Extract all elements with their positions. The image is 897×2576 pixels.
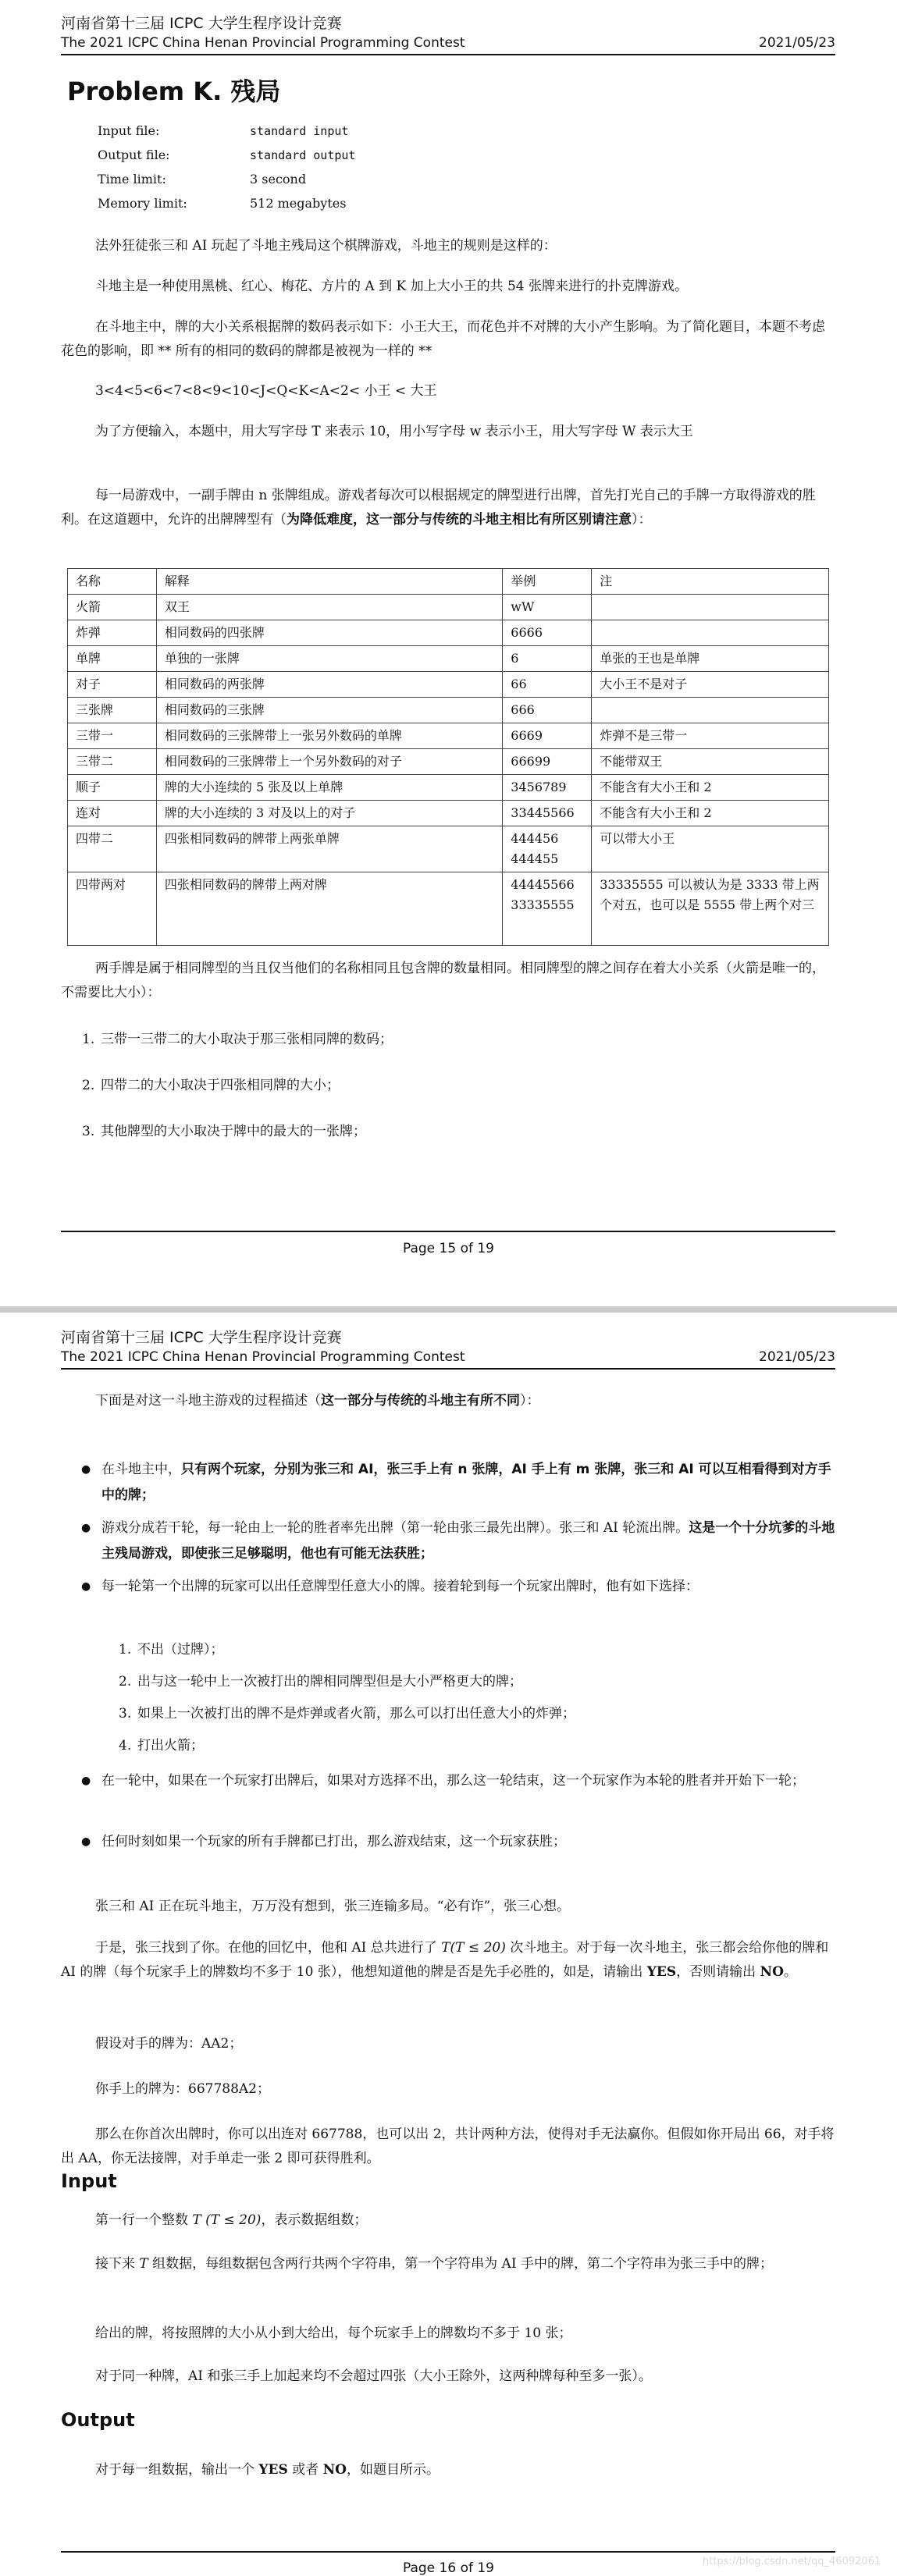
cell-desc: 四张相同数码的牌带上两张单牌 xyxy=(156,826,502,872)
list-num: 3. xyxy=(82,1124,95,1139)
cell-note xyxy=(592,698,829,723)
header-line xyxy=(61,1349,835,1365)
output-p xyxy=(61,2458,835,2482)
table-header-row xyxy=(68,569,829,595)
cell-example: 3456789 xyxy=(503,775,592,801)
contest-title-cn: 河南省第十三届 ICPC 大学生程序设计竞赛 xyxy=(61,15,342,32)
statement-p4: 为了方便输入，本题中，用大写字母 T 来表示 10，用小写字母 w 表示小王，用大写字母 W 表示大王 xyxy=(95,424,693,439)
problem-title: Problem K. 残局 xyxy=(67,76,281,106)
table-header: 注 xyxy=(592,569,829,595)
example-line: 33335555 xyxy=(511,897,575,912)
cell-note: 可以带大小王 xyxy=(592,826,829,872)
statement-p1: 法外狂徒张三和 AI 玩起了斗地主残局这个棋牌游戏，斗地主的规则是这样的： xyxy=(95,238,557,254)
cell-desc: 牌的大小连续的 5 张及以上单牌 xyxy=(156,775,502,801)
contest-date: 2021/05/23 xyxy=(759,35,835,51)
math-constraint: T(T ≤ 20) xyxy=(441,1940,506,1956)
bullet-bold: 只有两个玩家，分别为张三和 AI，张三手上有 n 张牌，AI 手上有 m 张牌，张三和 AI 可以互相看得到对方手中的牌； xyxy=(101,1462,831,1503)
header-rule xyxy=(61,54,835,55)
input-text: ，表示数据组数； xyxy=(261,2212,368,2228)
cell-name: 单牌 xyxy=(68,646,157,672)
contest-title-en: The 2021 ICPC China Henan Provincial Programming Contest xyxy=(61,35,465,51)
list-num: 1. xyxy=(119,1642,132,1658)
story-text: 。 xyxy=(783,1964,797,1980)
cell-desc: 相同数码的三张牌带上一个另外数码的对子 xyxy=(156,749,502,775)
example-line: 444455 xyxy=(511,851,559,866)
math-constraint: T (T ≤ 20) xyxy=(192,2212,262,2228)
cell-note: 33335555 可以被认为是 3333 带上两个对五，也可以是 5555 带上两个对三 xyxy=(592,872,829,946)
cell-name: 三带一 xyxy=(68,723,157,749)
cell-name: 对子 xyxy=(68,672,157,698)
process-intro xyxy=(61,1389,835,1413)
rule-bullet xyxy=(81,1457,835,1508)
cell-name: 炸弹 xyxy=(68,620,157,646)
table-row xyxy=(68,672,829,698)
bullet-text xyxy=(101,1515,835,1567)
table-row xyxy=(68,872,829,946)
table-row xyxy=(68,801,829,826)
table-header: 名称 xyxy=(68,569,157,595)
info-memory-limit xyxy=(98,196,346,211)
story-text: 于是，张三找到了你。在他的回忆中，他和 AI 总共进行了 xyxy=(95,1940,442,1956)
list-num: 2. xyxy=(82,1078,95,1093)
cell-name: 三带二 xyxy=(68,749,157,775)
cell-note: 不能含有大小王和 2 xyxy=(592,801,829,826)
page-number: Page 16 of 19 xyxy=(402,2560,495,2576)
page-separator xyxy=(0,1306,897,1313)
cell-desc: 四张相同数码的牌带上两对牌 xyxy=(156,872,502,946)
info-input-file xyxy=(98,123,348,139)
cell-note xyxy=(592,620,829,646)
output-heading: Output xyxy=(61,2409,135,2431)
yes-keyword: YES xyxy=(258,2462,288,2478)
card-types-table xyxy=(67,568,829,946)
option-item xyxy=(119,1704,575,1723)
rule-bullet xyxy=(81,1515,835,1567)
cell-example: 6666 xyxy=(503,620,592,646)
no-keyword: NO xyxy=(322,2462,347,2478)
info-label: Input file: xyxy=(98,123,160,138)
cell-note: 不能带双王 xyxy=(592,749,829,775)
bullet-icon: ● xyxy=(81,1580,91,1593)
footer-rule xyxy=(61,2551,835,2553)
output-text: 或者 xyxy=(287,2462,323,2478)
cell-example: 33445566 xyxy=(503,801,592,826)
bullet-icon: ● xyxy=(81,1463,91,1476)
compare-rule-item xyxy=(82,1122,366,1141)
header-line xyxy=(61,35,835,51)
info-output-file xyxy=(98,147,355,163)
table-row xyxy=(68,826,829,872)
bullet-icon: ● xyxy=(81,1522,91,1534)
rule-bullet xyxy=(81,1829,835,1855)
no-keyword: NO xyxy=(760,1964,784,1980)
output-text: ，如题目所示。 xyxy=(346,2462,440,2478)
header-rule xyxy=(61,1368,835,1370)
table-row xyxy=(68,646,829,672)
cell-name: 四带两对 xyxy=(68,872,157,946)
example-opponent: 假设对手的牌为：AA2； xyxy=(95,2036,243,2052)
cell-example: 66699 xyxy=(503,749,592,775)
bullet-text: 在一轮中，如果在一个玩家打出牌后，如果对方选择不出，那么这一轮结束，这一个玩家作为本轮的胜者并开始下一轮； xyxy=(101,1773,805,1789)
statement-p3: 在斗地主中，牌的大小关系根据牌的数码表示如下：小王大王，而花色并不对牌的大小产生影响。为了简化题目，本题不考虑花色的影响，即 ** 所有的相同的数码的牌都是被视为一样的 ** xyxy=(61,319,825,359)
option-item xyxy=(119,1640,224,1659)
input-p4: 对于同一种牌，AI 和张三手上加起来均不会超过四张（大小王除外，这两种牌每种至多一张）。 xyxy=(95,2368,652,2384)
example-line: 44445566 xyxy=(511,877,575,892)
statement-p2: 斗地主是一种使用黑桃、红心、梅花、方片的 A 到 K 加上大小王的共 54 张牌来进行的扑克牌游戏。 xyxy=(95,279,689,294)
list-num: 4. xyxy=(119,1738,132,1753)
bullet-normal: 游戏分成若干轮，每一轮由上一轮的胜者率先出牌（第一轮由张三最先出牌）。张三和 AI 轮流出牌。 xyxy=(101,1520,689,1536)
math-var: T xyxy=(139,2256,148,2272)
story-text: 次斗地主。对于每一次斗地主，张三都会给你他的牌和 AI 的牌（每个玩家手上的牌数均不多于 10 张），他想知道他的牌是否是先手必胜的，如是，请输出 xyxy=(61,1940,829,1980)
input-text: 接下来 xyxy=(95,2256,140,2272)
cell-desc: 单独的一张牌 xyxy=(156,646,502,672)
cell-name: 连对 xyxy=(68,801,157,826)
table-row xyxy=(68,595,829,620)
intro-end: ）： xyxy=(520,1393,540,1409)
info-value: standard output xyxy=(250,148,356,162)
input-p3: 给出的牌，将按照牌的大小从小到大给出，每个玩家手上的牌数均不多于 10 张； xyxy=(95,2326,572,2341)
list-text: 三带一三带二的大小取决于那三张相同牌的数码； xyxy=(101,1032,393,1047)
cell-example: 66 xyxy=(503,672,592,698)
cell-example xyxy=(503,826,592,872)
input-p1 xyxy=(61,2208,835,2233)
list-num: 1. xyxy=(82,1032,95,1047)
compare-rule-item xyxy=(82,1030,393,1049)
story-p2 xyxy=(61,1936,835,1984)
intro-text: 下面是对这一斗地主游戏的过程描述（ xyxy=(95,1393,321,1409)
bullet-icon: ● xyxy=(81,1775,91,1787)
info-value: standard input xyxy=(250,124,349,138)
cell-example xyxy=(503,872,592,946)
cell-note: 不能含有大小王和 2 xyxy=(592,775,829,801)
contest-title-cn: 河南省第十三届 ICPC 大学生程序设计竞赛 xyxy=(61,1329,342,1346)
cell-desc: 相同数码的三张牌 xyxy=(156,698,502,723)
list-num: 3. xyxy=(119,1706,132,1721)
cell-desc: 相同数码的四张牌 xyxy=(156,620,502,646)
compare-rule-item xyxy=(82,1076,340,1095)
table-row xyxy=(68,723,829,749)
bullet-normal: 每一轮第一个出牌的玩家可以出任意牌型任意大小的牌。接着轮到每一个玩家出牌时，他有如下选择： xyxy=(101,1579,699,1594)
story-text: ，否则请输出 xyxy=(676,1964,760,1980)
cell-note xyxy=(592,595,829,620)
list-text: 其他牌型的大小取决于牌中的最大的一张牌； xyxy=(101,1124,366,1139)
footer-rule xyxy=(61,1231,835,1232)
info-value: 512 megabytes xyxy=(250,196,347,211)
p5-end: ）： xyxy=(632,512,652,528)
cell-example: 6 xyxy=(503,646,592,672)
story-p1: 张三和 AI 正在玩斗地主，万万没有想到，张三连输多局。“必有诈”，张三心想。 xyxy=(95,1899,571,1914)
contest-title-en: The 2021 ICPC China Henan Provincial Programming Contest xyxy=(61,1349,465,1365)
table-row xyxy=(68,749,829,775)
info-time-limit xyxy=(98,172,306,187)
table-header: 举例 xyxy=(503,569,592,595)
input-heading: Input xyxy=(61,2170,117,2192)
input-text: 第一行一个整数 xyxy=(95,2212,193,2228)
contest-date: 2021/05/23 xyxy=(759,1349,835,1365)
table-row xyxy=(68,620,829,646)
bullet-text xyxy=(101,1457,835,1508)
example-line: 444456 xyxy=(511,831,559,846)
rule-bullet xyxy=(81,1768,835,1794)
cell-example: wW xyxy=(503,595,592,620)
cell-desc: 相同数码的两张牌 xyxy=(156,672,502,698)
bullet-text xyxy=(101,1574,835,1600)
cell-name: 四带二 xyxy=(68,826,157,872)
output-text: 对于每一组数据，输出一个 xyxy=(95,2462,259,2478)
cell-desc: 牌的大小连续的 3 对及以上的对子 xyxy=(156,801,502,826)
p5-text: 每一局游戏中，一副手牌由 n 张牌组成。游戏者每次可以根据规定的牌型进行出牌，首先打光自己的手牌一方取得游戏的胜利。在这道题中，允许的出牌牌型有（ xyxy=(61,488,816,528)
input-text: 组数据，每组数据包含两行共两个字符串，第一个字符串为 AI 手中的牌，第二个字符串为张三手中的牌； xyxy=(148,2256,773,2272)
bullet-bold: 这是一个十分坑爹的斗地主残局游戏，即使张三足够聪明，他也有可能无法获胜； xyxy=(101,1520,835,1562)
cell-note: 大小王不是对子 xyxy=(592,672,829,698)
page-number: Page 15 of 19 xyxy=(402,1241,495,1256)
cell-desc: 双王 xyxy=(156,595,502,620)
card-order: 3<4<5<6<7<8<9<10<J<Q<K<A<2< 小王 < 大王 xyxy=(95,383,437,399)
example-you: 你手上的牌为：667788A2； xyxy=(95,2081,270,2097)
table-header: 解释 xyxy=(156,569,502,595)
info-label: Time limit: xyxy=(98,172,166,187)
p5-bold-note: 为降低难度，这一部分与传统的斗地主相比有所区别请注意 xyxy=(287,512,632,528)
yes-keyword: YES xyxy=(646,1964,677,1980)
cell-desc: 相同数码的三张牌带上一张另外数码的单牌 xyxy=(156,723,502,749)
list-text: 如果上一次被打出的牌不是炸弹或者火箭，那么可以打出任意大小的炸弹； xyxy=(137,1706,575,1721)
list-text: 四带二的大小取决于四张相同牌的大小； xyxy=(101,1078,340,1093)
info-label: Memory limit: xyxy=(98,196,187,211)
cell-note: 单张的王也是单牌 xyxy=(592,646,829,672)
statement-p6: 两手牌是属于相同牌型的当且仅当他们的名称相同且包含牌的数量相同。相同牌型的牌之间存在着大小关系（火箭是唯一的，不需要比大小）： xyxy=(61,961,825,1000)
cell-name: 三张牌 xyxy=(68,698,157,723)
option-item xyxy=(119,1736,204,1755)
cell-note: 炸弹不是三带一 xyxy=(592,723,829,749)
cell-example: 666 xyxy=(503,698,592,723)
list-text: 打出火箭； xyxy=(137,1738,204,1753)
intro-bold: 这一部分与传统的斗地主有所不同 xyxy=(321,1393,520,1409)
list-text: 出与这一轮中上一次被打出的牌相同牌型但是大小严格更大的牌； xyxy=(137,1674,522,1690)
cell-name: 顺子 xyxy=(68,775,157,801)
watermark: https://blog.csdn.net/qq_46092061 xyxy=(703,2556,881,2567)
statement-p5 xyxy=(61,484,835,532)
input-p2 xyxy=(61,2252,835,2276)
list-num: 2. xyxy=(119,1674,132,1690)
info-value: 3 second xyxy=(250,172,307,187)
bullet-icon: ● xyxy=(81,1835,91,1848)
bullet-normal: 在斗地主中， xyxy=(101,1462,181,1477)
table-row xyxy=(68,698,829,723)
rule-bullet xyxy=(81,1574,835,1600)
info-label: Output file: xyxy=(98,147,170,162)
bullet-text: 任何时刻如果一个玩家的所有手牌都已打出，那么游戏结束，这一个玩家获胜； xyxy=(101,1834,566,1849)
list-text: 不出（过牌）； xyxy=(137,1642,224,1658)
cell-example: 6669 xyxy=(503,723,592,749)
cell-name: 火箭 xyxy=(68,595,157,620)
table-row xyxy=(68,775,829,801)
option-item xyxy=(119,1672,522,1691)
example-explain: 那么在你首次出牌时，你可以出连对 667788，也可以出 2，共计两种方法，使得对手无法赢你。但假如你开局出 66，对手将出 AA，你无法接牌，对手单走一张 2 即可获得胜利。 xyxy=(61,2127,835,2166)
